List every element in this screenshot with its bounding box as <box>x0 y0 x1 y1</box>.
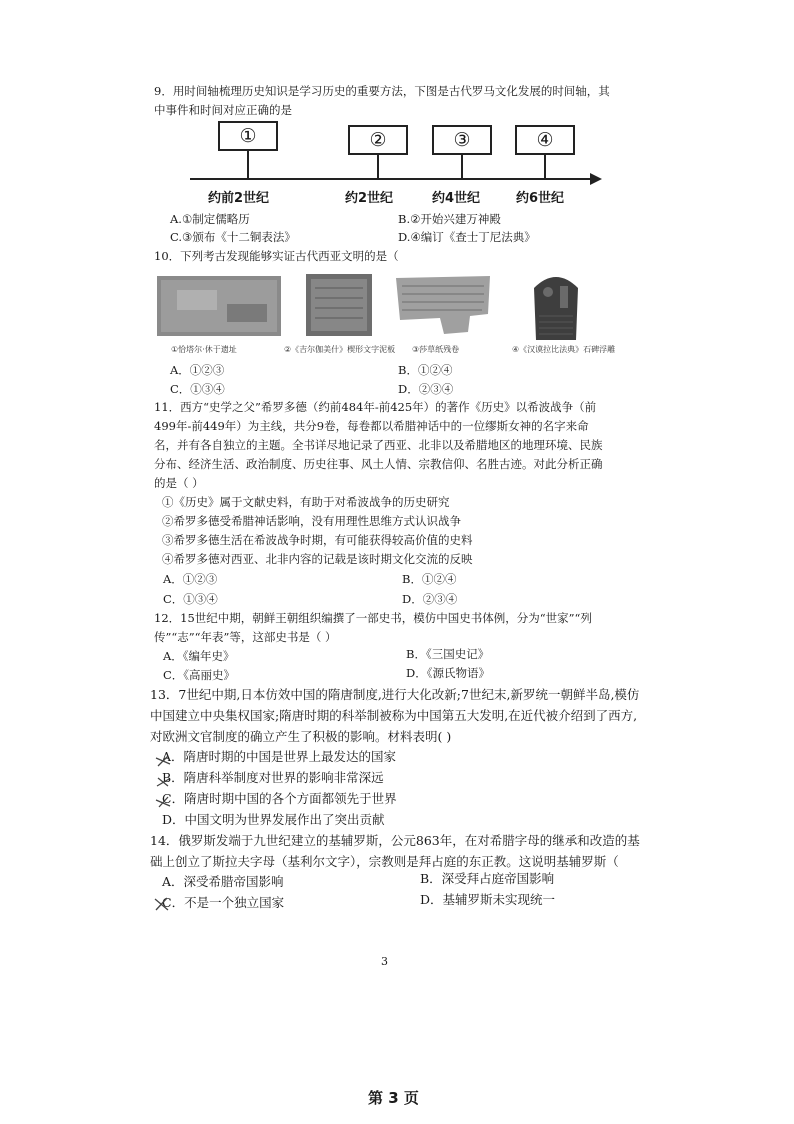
q9-option-d[interactable]: D.④编订《查士丁尼法典》 <box>398 230 536 244</box>
q11-option-b[interactable]: B．①②④ <box>402 572 457 586</box>
q11-stem-line1: 11．西方“史学之父”希罗多德（约前484年-前425年）的著作《历史》以希波战争（前 <box>154 400 597 414</box>
timeline-stem-4 <box>544 155 546 179</box>
q10-option-c[interactable]: C．①③④ <box>170 382 225 396</box>
timeline-label-2: 约2世纪 <box>345 191 394 206</box>
q10-option-b[interactable]: B．①②④ <box>398 363 453 377</box>
caption-2: ②《吉尔伽美什》楔形文字泥板 <box>284 345 396 354</box>
gilgamesh-clay-tablet-photo <box>306 274 372 336</box>
q12-option-d[interactable]: D．《源氏物语》 <box>406 666 490 680</box>
timeline-label-4: 约6世纪 <box>516 191 565 206</box>
timeline-stem-2 <box>377 155 379 179</box>
timeline-axis <box>190 178 594 180</box>
q11-item-1: ①《历史》属于文献史料，有助于对希波战争的历史研究 <box>162 495 450 509</box>
caption-4: ④《汉谟拉比法典》石碑浮雕 <box>512 345 616 354</box>
q11-item-3: ③希罗多德生活在希波战争时期，有可能获得较高价值的史料 <box>162 533 473 547</box>
q9-stem-line1: 9．用时间轴梳理历史知识是学习历史的重要方法，下图是古代罗马文化发展的时间轴，其 <box>154 84 610 98</box>
caption-3: ③莎草纸残卷 <box>412 345 460 354</box>
q14-option-a[interactable]: A．深受希腊帝国影响 <box>162 874 284 889</box>
q13-stem-line3: 对欧洲文官制度的确立产生了积极的影响。材料表明( ) <box>150 729 452 744</box>
q11-stem-line4: 分布、经济生活、政治制度、历史往事、风土人情、宗教信仰、名胜古迹。对此分析正确 <box>154 457 603 471</box>
page-number: 3 <box>381 955 388 968</box>
handwritten-cross-marks <box>154 750 174 810</box>
papyrus-fragment-photo <box>394 274 492 336</box>
q13-stem-line2: 中国建立中央集权国家;隋唐时期的科举制被称为中国第五大发明,在近代被介绍到了西方, <box>150 708 638 723</box>
timeline-marker-3: ③ <box>432 125 492 155</box>
caption-1: ①恰塔尔·休于遗址 <box>171 345 237 354</box>
timeline-label-3: 约4世纪 <box>432 191 481 206</box>
q12-option-c[interactable]: C．《高丽史》 <box>163 668 236 682</box>
catalhoyuk-site-photo <box>157 276 281 336</box>
timeline-marker-1: ① <box>218 121 278 151</box>
q14-option-b[interactable]: B．深受拜占庭帝国影响 <box>420 871 555 886</box>
q12-stem-line1: 12．15世纪中期，朝鲜王朝组织编撰了一部史书，模仿中国史书体例，分为“世家”“列 <box>154 611 592 625</box>
q9-option-c[interactable]: C.③颁布《十二铜表法》 <box>170 230 296 244</box>
q14-option-d[interactable]: D．基辅罗斯未实现统一 <box>420 892 556 907</box>
q13-stem-line1: 13．7世纪中期,日本仿效中国的隋唐制度,进行大化改新;7世纪末,新罗统一朝鲜半岛,模仿 <box>150 687 640 702</box>
q13-option-a[interactable]: A．隋唐时期的中国是世界上最发达的国家 <box>162 749 397 764</box>
q10-option-a[interactable]: A．①②③ <box>170 363 225 377</box>
q11-stem-line2: 499年-前449年）为主线，共分9卷，每卷都以希腊神话中的一位缪斯女神的名字来命 <box>154 419 589 433</box>
q10-option-d[interactable]: D．②③④ <box>398 382 454 396</box>
q11-item-2: ②希罗多德受希腊神话影响，没有用理性思维方式认识战争 <box>162 514 461 528</box>
q10-stem: 10．下列考古发现能够实证古代西亚文明的是（ <box>154 249 399 263</box>
q11-option-d[interactable]: D．②③④ <box>402 592 458 606</box>
page-footer: 第 3 页 <box>368 1089 419 1107</box>
q12-option-a[interactable]: A．《编年史》 <box>163 649 235 663</box>
q11-option-c[interactable]: C．①③④ <box>163 592 218 606</box>
timeline-label-1: 约前2世纪 <box>208 191 270 206</box>
q13-option-c[interactable]: C．隋唐时期中国的各个方面都领先于世界 <box>162 791 397 806</box>
q9-option-a[interactable]: A.①制定儒略历 <box>170 212 250 226</box>
handwritten-cross-mark-q14 <box>152 894 172 914</box>
code-of-hammurabi-stele-photo <box>530 270 582 340</box>
q13-option-d[interactable]: D．中国文明为世界发展作出了突出贡献 <box>162 812 385 827</box>
q9-stem-line2: 中事件和时间对应正确的是 <box>154 103 292 117</box>
q14-option-c[interactable]: C．不是一个独立国家 <box>162 895 285 910</box>
q14-stem-line1: 14．俄罗斯发端于九世纪建立的基辅罗斯，公元863年，在对希腊字母的继承和改造的基 <box>150 833 640 848</box>
timeline-marker-2: ② <box>348 125 408 155</box>
q14-stem-line2: 础上创立了斯拉夫字母（基利尔文字），宗教则是拜占庭的东正教。这说明基辅罗斯（ <box>150 854 619 869</box>
timeline-marker-4: ④ <box>515 125 575 155</box>
q11-option-a[interactable]: A．①②③ <box>163 572 218 586</box>
timeline-stem-1 <box>247 151 249 179</box>
q12-option-b[interactable]: B．《三国史记》 <box>406 647 490 661</box>
q11-stem-line5: 的是（ ） <box>154 476 204 490</box>
q13-option-b[interactable]: B．隋唐科举制度对世界的影响非常深远 <box>162 770 384 785</box>
q9-option-b[interactable]: B.②开始兴建万神殿 <box>398 212 501 226</box>
q11-stem-line3: 名，并有各自独立的主题。全书详尽地记录了西亚、北非以及希腊地区的地理环境、民族 <box>154 438 603 452</box>
timeline-stem-3 <box>461 155 463 179</box>
timeline-arrow-icon <box>590 172 604 186</box>
q11-item-4: ④希罗多德对西亚、北非内容的记载是该时期文化交流的反映 <box>162 552 473 566</box>
q12-stem-line2: 传”“志”“年表”等，这部史书是（ ） <box>154 630 337 644</box>
